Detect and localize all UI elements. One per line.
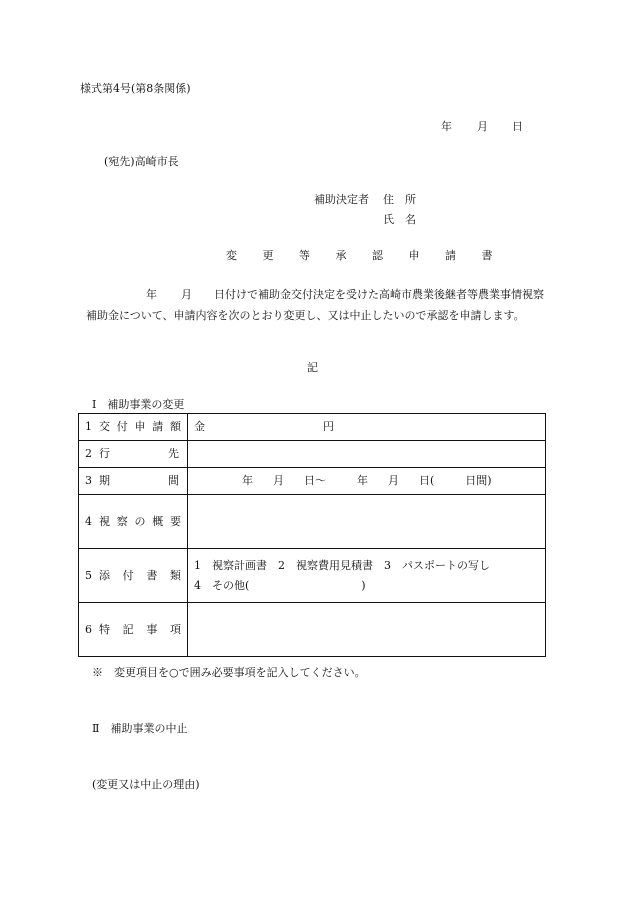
row-label-text [99,515,181,528]
label-char: 記 [122,622,134,636]
label-char: 添 [99,568,110,582]
note: ※ 変更項目を○で囲み必要事項を記入してください。 [92,666,366,679]
label-char: 交 [99,420,110,434]
applicant-title: 補助決定者 [314,193,369,206]
row-label [79,549,188,603]
address-label: 住 所 [383,193,416,206]
label-char: 要 [170,514,181,528]
label-char: 間 [168,474,179,488]
label-char: 項 [169,622,181,636]
destination-cell[interactable] [188,441,546,468]
period-month2: 月 [388,474,399,488]
label-char: 額 [170,420,181,434]
table-row [79,441,546,468]
label-char: 事 [146,622,158,636]
period-days: 日間) [465,474,492,488]
label-char: 請 [152,420,164,434]
label-char: 視 [99,514,110,528]
period-year2: 年 [357,474,368,488]
row-label [79,603,188,657]
amount-prefix: 金 [194,420,205,434]
label-char: 書 [146,568,158,582]
row-num: 2 [85,447,92,461]
period-month1: 月 [273,474,284,488]
row-num: 3 [85,474,92,488]
attachments-cell[interactable] [188,549,546,603]
period-day2: 日( [419,474,435,488]
row-num: 6 [85,622,92,636]
table-row [79,468,546,495]
row-label [79,441,188,468]
row-label-text [99,569,181,582]
row-label [79,468,188,495]
period-year1: 年 [242,474,253,488]
label-char: 付 [122,568,134,582]
change-table [78,413,546,657]
label-char: 申 [134,420,146,434]
addressee: (宛先)高崎市長 [104,155,179,168]
label-char: 類 [169,568,181,582]
label-char: 付 [116,420,128,434]
section2-heading: Ⅱ 補助事業の中止 [92,722,188,735]
row-label-text [99,623,181,636]
body-paragraph [86,284,552,326]
date-year: 年 [441,120,452,133]
row-label [79,495,188,549]
label-char: 先 [168,447,179,461]
amount-cell[interactable] [188,414,546,441]
amount-suffix: 円 [323,420,334,434]
table-row [79,414,546,441]
period-cell[interactable] [188,468,546,495]
row-label [79,414,188,441]
row-label-text [99,474,181,487]
row-label-text [99,420,181,433]
row-label-text [99,447,181,460]
label-char: 概 [152,514,164,528]
attachments-other: 4 その他( [194,578,250,592]
label-char: 特 [99,622,110,636]
label-char: 期 [99,474,110,488]
row-num: 4 [85,514,92,528]
row-num: 1 [85,420,92,434]
special-notes-cell[interactable] [188,603,546,657]
attachments-line2 [194,576,539,596]
date-day: 日 [512,120,523,133]
period-day1: 日～ [304,474,326,488]
attachments-line1: 1 視察計画書 2 視察費用見積書 3 パスポートの写し [194,558,490,572]
body-text: 日付けで補助金交付決定を受けた高崎市農業後継者等農業事情視察補助金について、申請内容を次のとおり変更し、又は中止したいので承認を申請します。 [86,288,544,322]
document-title: 変 更 等 承 認 申 請 書 [226,249,504,262]
date-month: 月 [477,120,488,133]
name-label: 氏 名 [383,213,416,226]
form-number: 様式第4号(第8条関係) [80,82,191,95]
reason-label: (変更又は中止の理由) [92,778,200,791]
table-row [79,603,546,657]
overview-cell[interactable] [188,495,546,549]
body-year: 年 [146,288,157,301]
label-char: の [134,514,146,528]
body-month: 月 [181,288,192,301]
label-char: 察 [116,514,128,528]
row-num: 5 [85,568,92,582]
table-row [79,549,546,603]
section1-heading: Ⅰ 補助事業の変更 [92,398,185,411]
label-char: 行 [99,447,110,461]
table-row [79,495,546,549]
ki-heading: 記 [307,361,318,374]
attachments-other-close: ) [361,578,366,592]
